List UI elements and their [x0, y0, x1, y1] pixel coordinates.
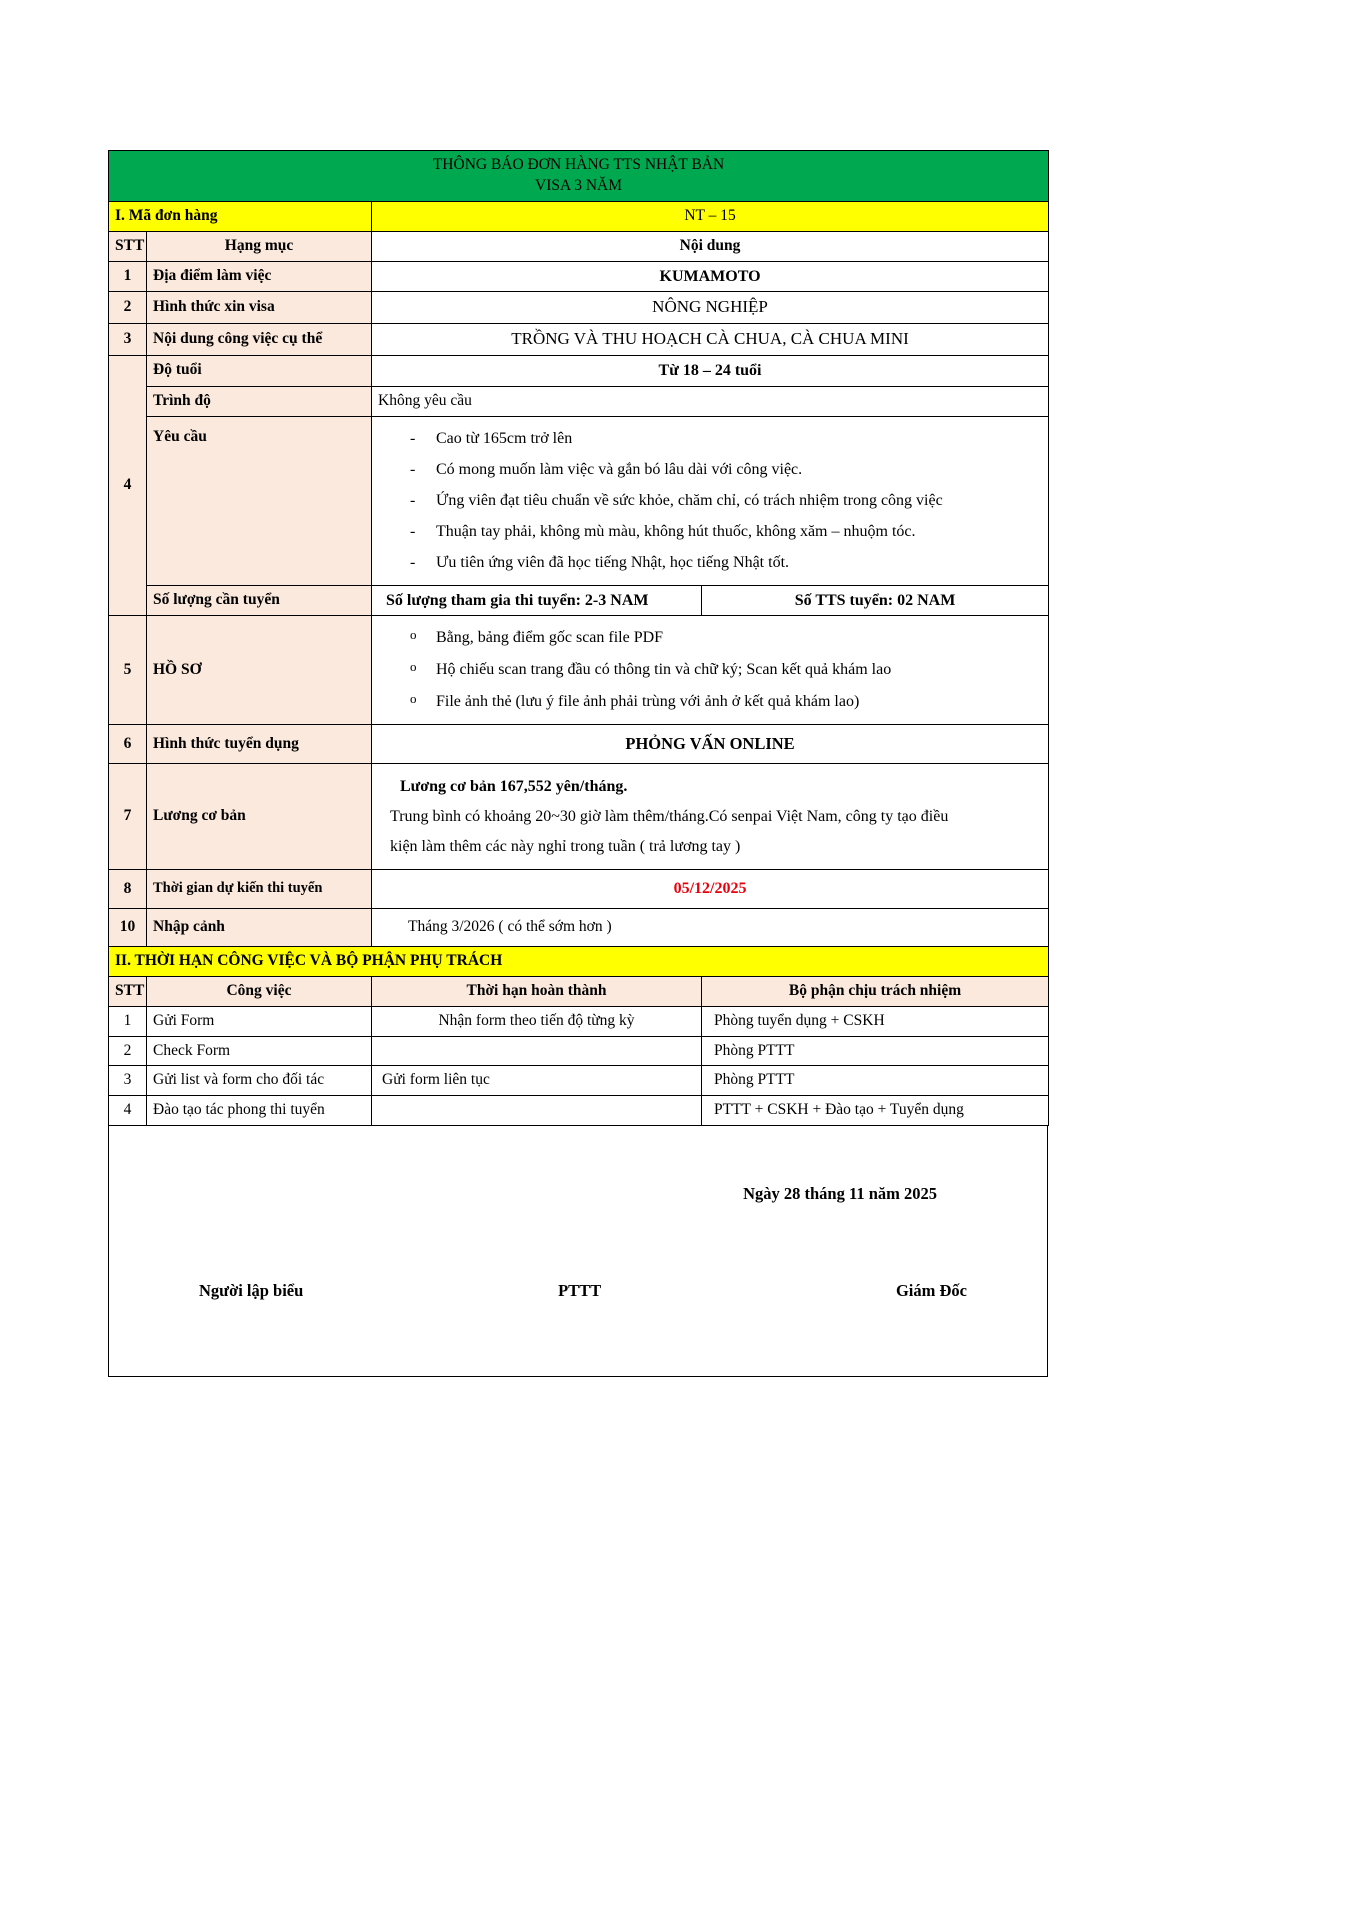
salary-overtime-1: Trung bình có khoảng 20~30 giờ làm thêm/tháng.Có senpai Việt Nam, công ty tạo điều [390, 808, 949, 826]
quantity-selected: Số TTS tuyển: 02 NAM [702, 585, 1049, 616]
row-item: HỒ SƠ [147, 616, 372, 725]
task-deadline [372, 1036, 702, 1066]
task-deadline: Nhận form theo tiến độ từng kỳ [372, 1006, 702, 1036]
signature-preparer: Người lập biểu [199, 1281, 304, 1301]
document-page [108, 150, 1048, 1377]
table-row [109, 292, 1049, 324]
documents-list-cell [372, 616, 1049, 725]
task-name: Gửi list và form cho đối tác [147, 1066, 372, 1096]
header-deadline: Thời hạn hoàn thành [372, 976, 702, 1006]
row-item: Địa điểm làm việc [147, 261, 372, 292]
table-row-quantity [109, 585, 1049, 616]
task-stt: 3 [109, 1066, 147, 1096]
order-code-value: NT – 15 [372, 201, 1049, 231]
documents-list [378, 622, 1042, 718]
signature-pttt: PTTT [558, 1281, 602, 1301]
title-row [109, 151, 1049, 202]
level-value: Không yêu cầu [372, 386, 1049, 416]
list-item: - Thuận tay phải, không mù màu, không hút thuốc, không xăm – nhuộm tóc. [400, 516, 1042, 547]
row-item: Thời gian dự kiến thi tuyển [147, 870, 372, 909]
salary-detail [372, 764, 1049, 870]
row-item: Lương cơ bản [147, 764, 372, 870]
list-item: - Ứng viên đạt tiêu chuẩn về sức khỏe, chăm chỉ, có trách nhiệm trong công việc [400, 485, 1042, 516]
task-stt: 4 [109, 1096, 147, 1126]
section2-header-row [109, 946, 1049, 976]
order-code-label: I. Mã đơn hàng [109, 201, 372, 231]
table-row-requirements [109, 416, 1049, 585]
task-row [109, 1036, 1049, 1066]
signature-row [109, 1281, 1047, 1301]
table-row-salary [109, 764, 1049, 870]
header-stt: STT [109, 231, 147, 261]
row-content: NÔNG NGHIỆP [372, 292, 1049, 324]
section2-column-headers [109, 976, 1049, 1006]
row-stt: 5 [109, 616, 147, 725]
requirements-label: Yêu cầu [147, 416, 372, 585]
header-stt: STT [109, 976, 147, 1006]
task-row [109, 1066, 1049, 1096]
table-row-documents [109, 616, 1049, 725]
entry-value: Tháng 3/2026 ( có thể sớm hơn ) [372, 908, 1049, 946]
list-item: o Bằng, bảng điểm gốc scan file PDF [400, 622, 1042, 654]
list-item: - Cao từ 165cm trở lên [400, 423, 1042, 454]
row-content: PHỎNG VẤN ONLINE [372, 725, 1049, 764]
title-line-1: THÔNG BÁO ĐƠN HÀNG TTS NHẬT BẢN [432, 156, 725, 173]
salary-base: Lương cơ bản 167,552 yên/tháng. [400, 778, 628, 796]
document-date: Ngày 28 tháng 11 năm 2025 [743, 1184, 937, 1204]
salary-overtime-2: kiện làm thêm các này nghỉ trong tuần ( trả lương tay ) [390, 837, 741, 855]
row-stt: 2 [109, 292, 147, 324]
table-row-age [109, 356, 1049, 387]
task-dept: Phòng PTTT [702, 1036, 1049, 1066]
row-stt: 10 [109, 908, 147, 946]
header-dept: Bộ phận chịu trách nhiệm [702, 976, 1049, 1006]
header-task: Công việc [147, 976, 372, 1006]
task-dept: PTTT + CSKH + Đào tạo + Tuyển dụng [702, 1096, 1049, 1126]
task-stt: 2 [109, 1036, 147, 1066]
title-line-2: VISA 3 NĂM [535, 176, 623, 194]
row-stt: 6 [109, 725, 147, 764]
task-deadline [372, 1096, 702, 1126]
task-stt: 1 [109, 1006, 147, 1036]
age-value: Từ 18 – 24 tuổi [372, 356, 1049, 387]
age-label: Độ tuổi [147, 356, 372, 387]
task-name: Gửi Form [147, 1006, 372, 1036]
table-row [109, 261, 1049, 292]
row-item: Nội dung công việc cụ thể [147, 324, 372, 356]
quantity-label: Số lượng cần tuyển [147, 585, 372, 616]
signature-area [108, 1126, 1048, 1377]
table-row-exam-date [109, 870, 1049, 909]
task-name: Đào tạo tác phong thi tuyển [147, 1096, 372, 1126]
table-row [109, 324, 1049, 356]
order-announcement-table [108, 150, 1049, 1126]
row-item: Nhập cảnh [147, 908, 372, 946]
task-name: Check Form [147, 1036, 372, 1066]
level-label: Trình độ [147, 386, 372, 416]
document-title [109, 151, 1049, 202]
task-dept: Phòng tuyển dụng + CSKH [702, 1006, 1049, 1036]
row-item: Hình thức xin visa [147, 292, 372, 324]
table-header-row [109, 231, 1049, 261]
header-content: Nội dung [372, 231, 1049, 261]
list-item: o File ảnh thẻ (lưu ý file ảnh phải trùng với ảnh ở kết quả khám lao) [400, 686, 1042, 718]
row-stt: 7 [109, 764, 147, 870]
table-row-level [109, 386, 1049, 416]
list-item: - Ưu tiên ứng viên đã học tiếng Nhật, học tiếng Nhật tốt. [400, 547, 1042, 578]
signature-director: Giám Đốc [895, 1281, 967, 1301]
row-item: Hình thức tuyển dụng [147, 725, 372, 764]
task-dept: Phòng PTTT [702, 1066, 1049, 1096]
row-stt: 4 [109, 356, 147, 616]
table-row-entry [109, 908, 1049, 946]
exam-date-value: 05/12/2025 [372, 870, 1049, 909]
row-stt: 1 [109, 261, 147, 292]
requirements-list [378, 423, 1042, 579]
row-stt: 3 [109, 324, 147, 356]
row-stt: 8 [109, 870, 147, 909]
section2-label: II. THỜI HẠN CÔNG VIỆC VÀ BỘ PHẬN PHỤ TRÁCH [109, 946, 1049, 976]
task-deadline: Gửi form liên tục [372, 1066, 702, 1096]
task-row [109, 1096, 1049, 1126]
task-row [109, 1006, 1049, 1036]
requirements-list-cell [372, 416, 1049, 585]
list-item: o Hộ chiếu scan trang đầu có thông tin và chữ ký; Scan kết quả khám lao [400, 654, 1042, 686]
row-content: TRỒNG VÀ THU HOẠCH CÀ CHUA, CÀ CHUA MINI [372, 324, 1049, 356]
header-item: Hạng mục [147, 231, 372, 261]
row-content: KUMAMOTO [372, 261, 1049, 292]
quantity-exam: Số lượng tham gia thi tuyển: 2-3 NAM [372, 585, 702, 616]
order-code-row [109, 201, 1049, 231]
table-row [109, 725, 1049, 764]
list-item: - Có mong muốn làm việc và gắn bó lâu dài với công việc. [400, 454, 1042, 485]
